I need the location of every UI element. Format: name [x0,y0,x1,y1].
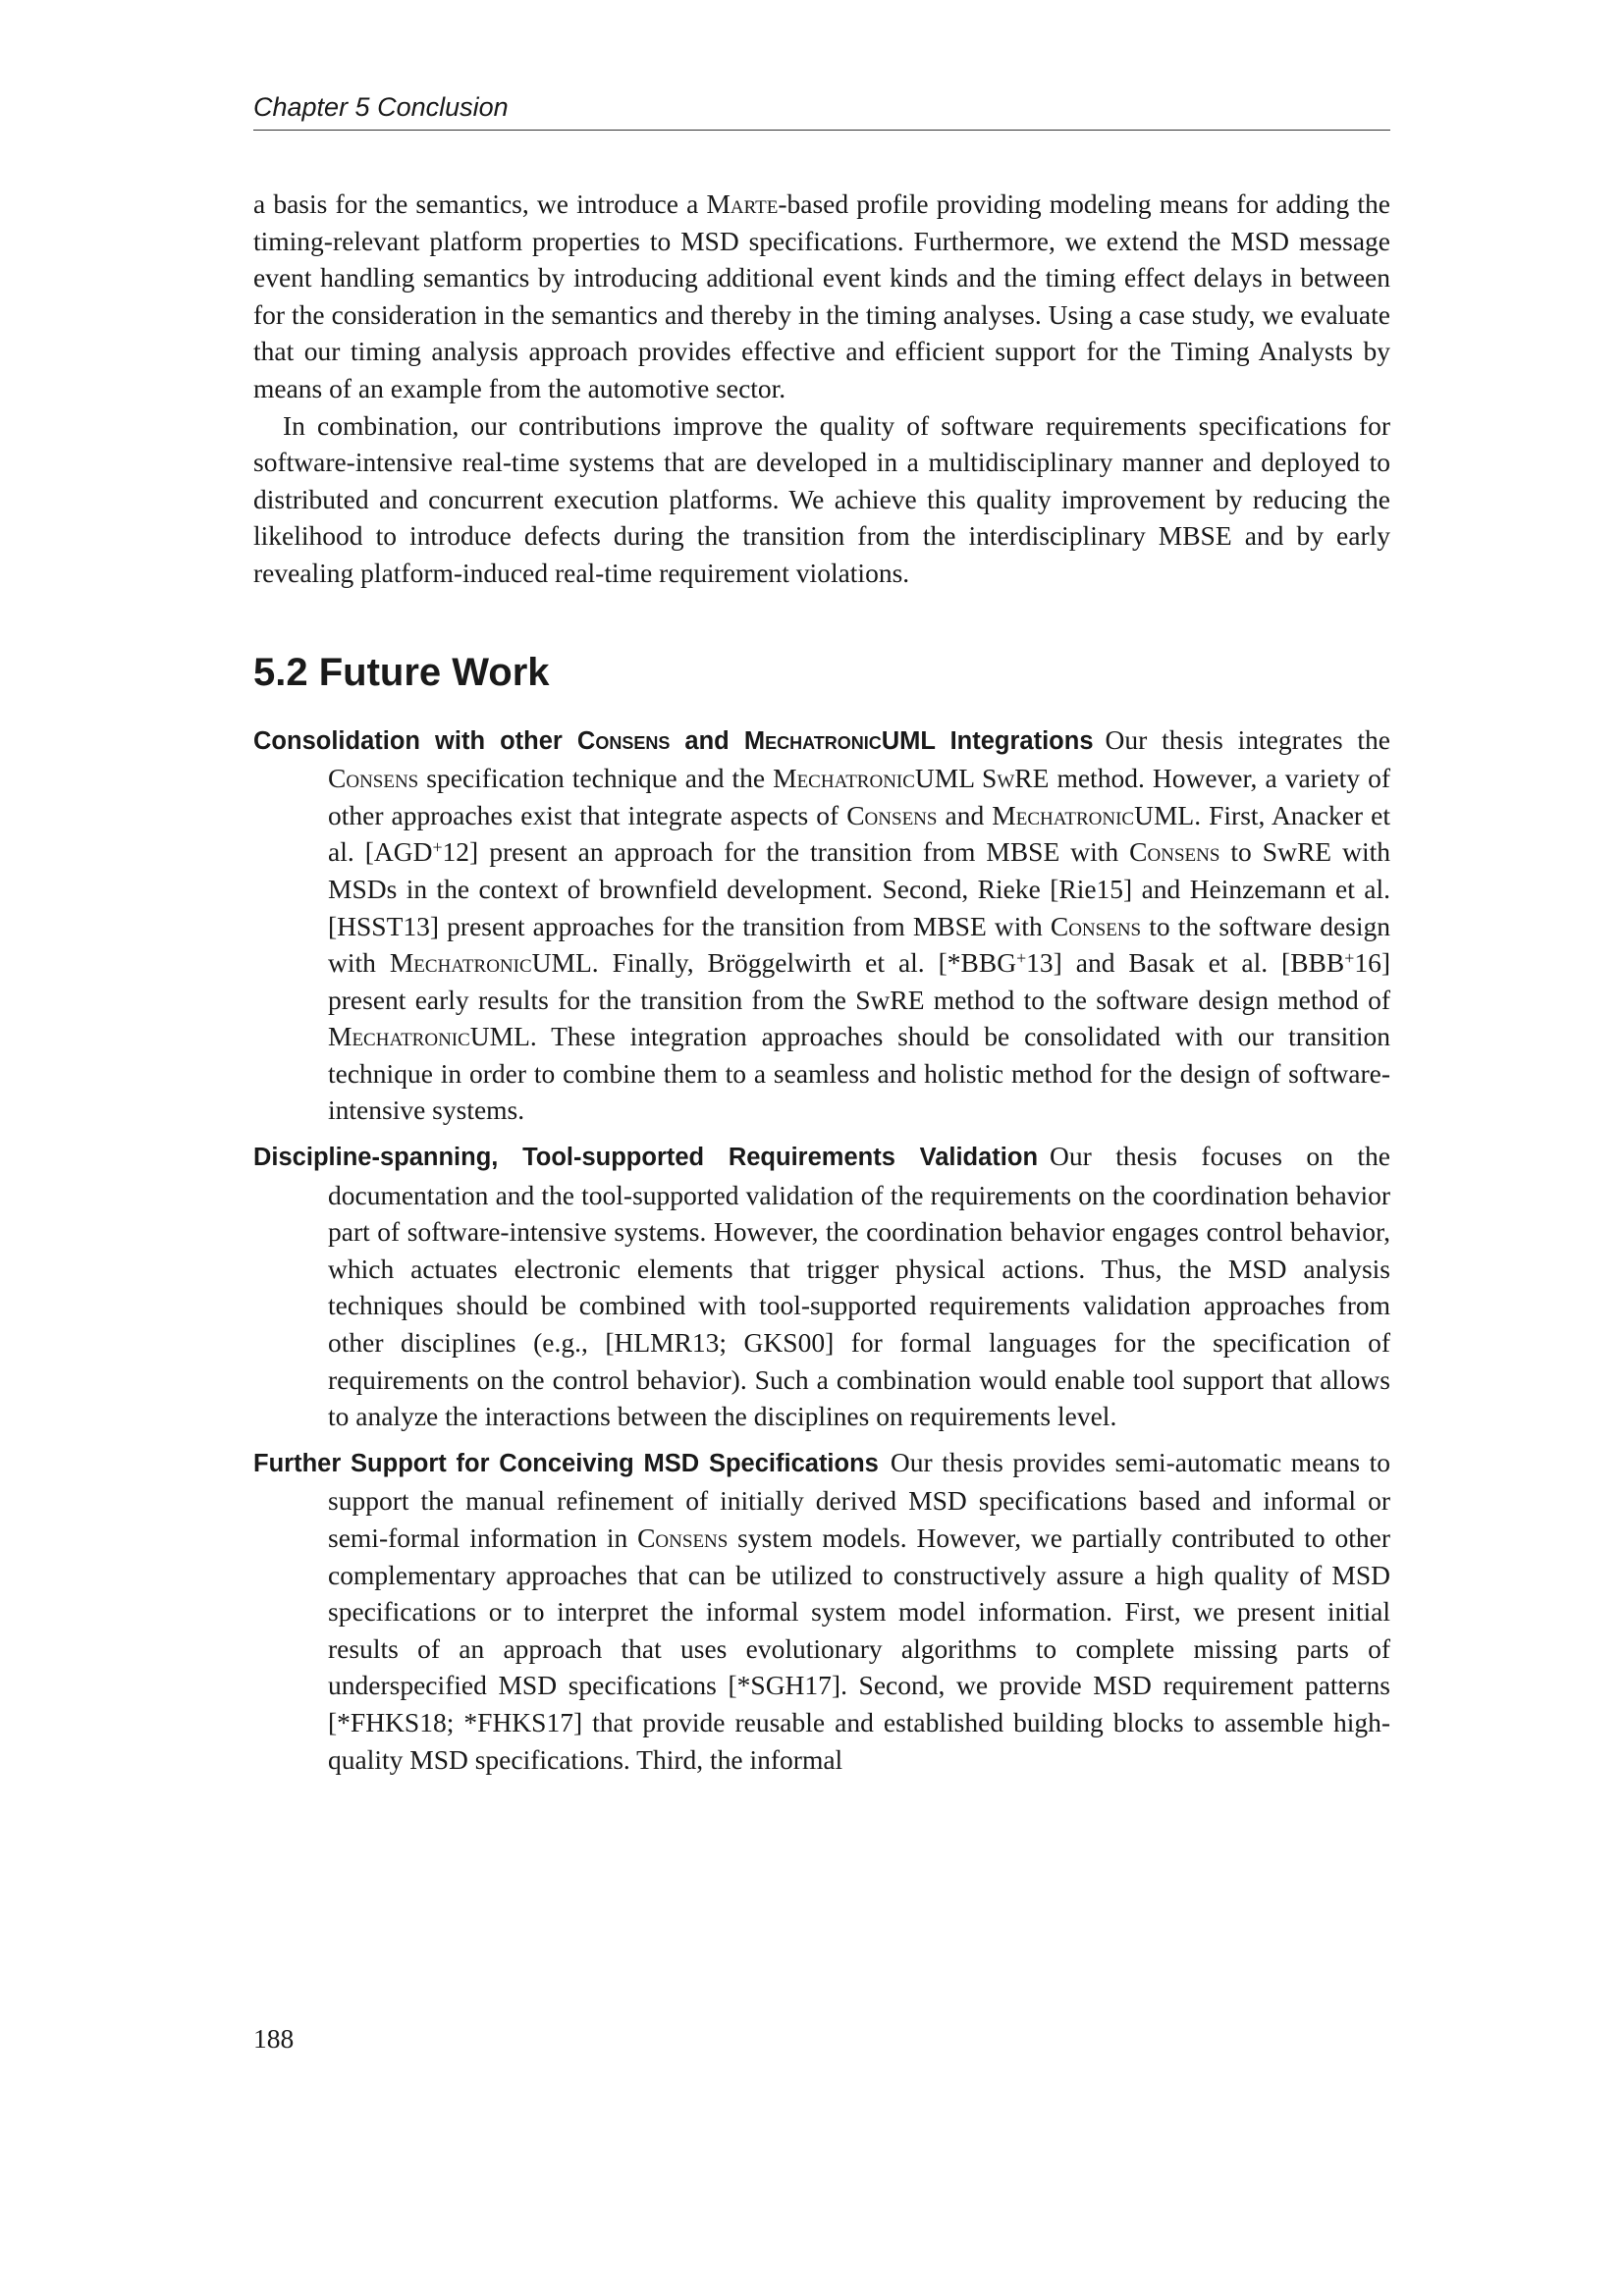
text-run: 13] and Basak et al. [BBB [1026,947,1345,979]
future-work-item-consolidation [253,721,1390,1130]
text-run: UML. These integration approaches should be consolidated with our transition technique in order to combine them to a seamless and holistic method for the design of software-intensive systems. [328,1021,1390,1126]
text-run: specification technique and the [418,763,774,794]
text-run: UML [914,763,983,794]
mechatronic-name: Mechatronic [773,763,915,794]
item-term [253,727,1094,755]
marte-name: Marte [706,188,779,219]
future-work-list [253,721,1390,1779]
consens-name: Consens [576,726,671,755]
text-run: UML. First, Anacker et al. [AGD [328,799,1390,868]
text-run: UML. Finally, Bröggelwirth et al. [*BBG [531,947,1017,979]
superscript-plus: + [1344,948,1355,969]
paragraph-semantics [253,186,1390,407]
text-run: RE method. However, a variety of other approaches exist that integrate aspects of [328,763,1390,830]
running-head: Chapter 5 Conclusion [253,90,1390,131]
text-run: 12] present an approach for the transition from MBSE with [442,836,1130,868]
consens-name: Consens [637,1522,729,1553]
future-work-item-validation [253,1138,1390,1435]
text-run: system models. However, we partially contributed to other complementary approaches that can be utilized to constructively assure a high quality of MSD specifications or to interpret the informal system model information. First, we present initial results of an approach that uses evolutionary algorithms to complete missing parts of underspecified MSD specifications [*SGH17]. Second, we provide MSD requirement patterns [*FHKS18; *FHKS17] that provide reusable and established building blocks to assemble high-quality MSD specifications. Third, the informal [328,1522,1390,1775]
consens-name: Consens [1050,910,1142,941]
mechatronic-name: Mechatronic [389,947,532,979]
text-run: Our thesis integrates the [1105,723,1390,755]
superscript-plus: + [432,837,443,858]
text-run: to SwRE with MSDs in the context of brownfield development. Second, Rieke [Rie15] and Heinzemann et al. [HSST13] present approaches for the transition from MBSE with [328,836,1390,941]
text-run: and [670,726,744,755]
page-content [253,90,1390,1787]
mechatronic-name: Mechatronic [743,726,882,755]
section-title: 5.2 Future Work [253,650,550,694]
paragraph-contributions: In combination, our contributions improve the quality of software requirements specifications for software-intensive real-time systems that are developed in a multidisciplinary manner and deployed to distributed and concurrent execution platforms. We achieve this quality improvement by reducing the likelihood to introduce defects during the transition from the interdisciplinary MBSE and by early revealing platform-induced real-time requirement violations. [253,409,1390,588]
superscript-plus: + [1016,948,1027,969]
page-number: 188 [253,2023,295,2054]
mechatronic-name: Mechatronic [328,1021,470,1052]
item-text: Our thesis focuses on the documentation and the tool-supported validation of the requirements on the coordination behavior part of software-intensive systems. However, the coordination behavior engages control behavior, which actuates electronic elements that trigger physical actions. Thus, the MSD analysis techniques should be combined with tool-supported requirements validation approaches from other disciplines (e.g., [HLMR13; GKS00] for formal languages for the specification of requirements on the control behavior). Such a combination would enable tool support that allows to analyze the interactions between the disciplines on requirements level. [328,1141,1390,1432]
consens-name: Consens [846,799,938,830]
text-run: 16] present early results for the transition from the SwRE method to the software design method of [328,947,1390,1015]
text-run: Our thesis provides semi-automatic means to support the manual refinement of initially derived MSD specifications based and informal or semi-formal information in [328,1446,1390,1553]
text-run: Consolidation with other [253,726,577,755]
text-run: to the software design with [328,910,1390,979]
text-run: UML Integrations [881,726,1094,755]
text-run: -based profile providing modeling means for adding the timing-relevant platform properties to MSD specifications. Furthermore, we extend the MSD message event handling semantics by introducing additional event kinds and the timing effect delays in between for the consideration in the semantics and thereby in the timing analyses. Using a case study, we evaluate that our timing analysis approach provides effective and efficient support for the Timing Analysts by means of an example from the automotive sector. [253,188,1390,403]
text-run: and [937,799,993,830]
consens-name: Consens [328,763,419,794]
mechatronic-name: Mechatronic [992,799,1135,830]
conclusion-text [253,186,1390,592]
item-term: Discipline-spanning, Tool-supported Requirements Validation [253,1144,1039,1172]
future-work-item-conceiving [253,1444,1390,1778]
consens-name: Consens [1129,836,1220,868]
text-run: a basis for the semantics, we introduce a [253,188,707,219]
swre-name: Sw [982,763,1015,794]
item-term: Further Support for Conceiving MSD Specifications [253,1449,879,1477]
